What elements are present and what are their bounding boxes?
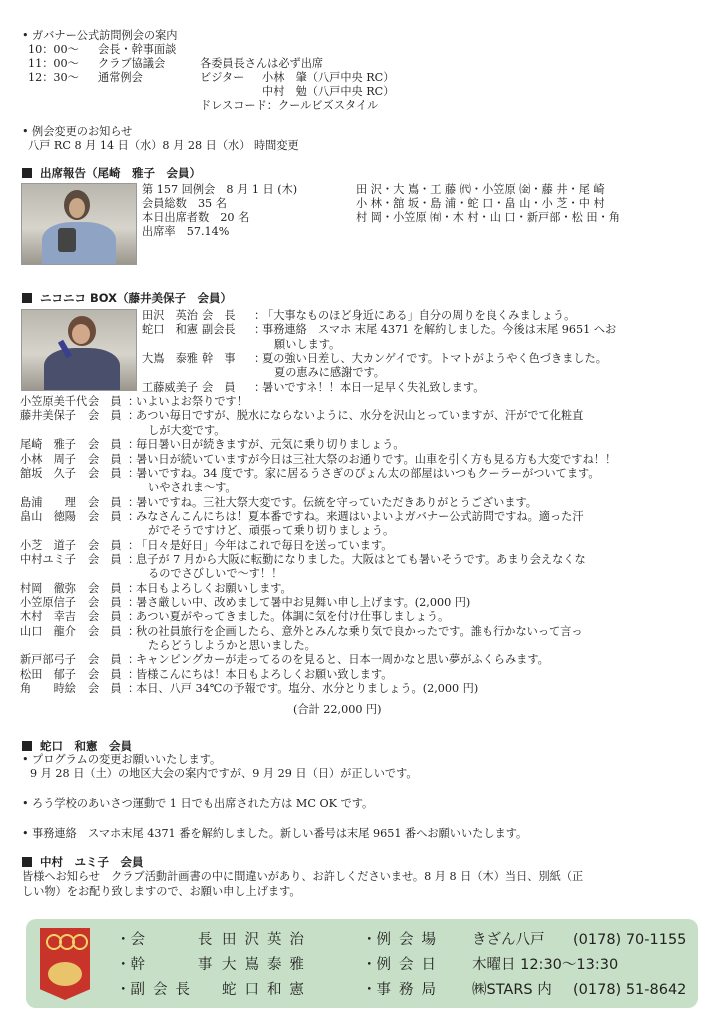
member-message: 息子が 7 月から大阪に転勤になりました。大阪はとても暑いそうです。あまり会えなくな	[136, 552, 586, 566]
member-role: 会 員	[88, 653, 122, 667]
attendance-present: 本日出席者数 20 名	[142, 211, 250, 224]
member-role: 会 長	[202, 309, 236, 322]
member-role: 会 員	[88, 509, 122, 523]
member-name: 島浦 理	[20, 495, 76, 509]
member-message: 「日々是好日」今年はこれで毎日を送っています。	[136, 538, 393, 552]
jaguchi-item-title: • ろう学校のあいさつ運動で 1 日でも出席された方は MC OK です。	[22, 797, 374, 810]
jaguchi-item-detail: 9 月 28 日（土）の地区大会の案内ですが、9 月 29 日（日）が正しいです。	[30, 767, 418, 780]
member-message: たらどうしようかと思いました。	[148, 639, 316, 653]
separator: ：	[128, 438, 140, 452]
member-role: 会 員	[88, 610, 122, 624]
schedule-change-title: • 例会変更のお知らせ	[22, 125, 133, 138]
separator: ：	[128, 538, 140, 552]
separator: ：	[128, 552, 140, 566]
separator: ：	[128, 610, 140, 624]
square-bullet-icon	[22, 857, 32, 867]
member-name: 小芝 道子	[20, 538, 76, 552]
separator: ：	[128, 466, 140, 480]
attendee-names: 田 沢・大 嶌・工 藤 ㈹・小笠原 ㈮・藤 井・尾 崎	[356, 183, 605, 196]
member-name: 小笠原美千代	[20, 395, 88, 409]
officer-role: 幹 事	[130, 957, 221, 973]
member-message: 暑いですネ！！本日一足早く失礼致します。	[262, 380, 485, 394]
member-role: 会 員	[88, 682, 122, 696]
separator: ：	[128, 596, 140, 609]
member-message: あつい毎日ですが、脱水にならないように、水分を沢山とっていますが、汗がでて化粧直	[136, 409, 584, 423]
member-role: 会 員	[88, 395, 122, 409]
member-name: 畠山 徳陽	[20, 509, 76, 523]
member-name: 中村ユミ子	[20, 552, 76, 566]
member-role: 会 員	[88, 581, 122, 595]
attendance-meeting: 第 157 回例会 8 月 1 日 (木)	[142, 183, 298, 196]
schedule-event: クラブ協議会	[98, 57, 166, 70]
member-message: 暑いですね。三社大祭大変です。伝統を守っていただきありがとうございます。	[136, 495, 537, 509]
member-message: 皆様こんにちは！本日もよろしくお願い致します。	[136, 667, 393, 681]
member-name: 木村 幸吉	[20, 610, 76, 624]
member-name: 蛇口 和憲	[142, 323, 198, 337]
schedule-time: 11：00～	[28, 57, 79, 70]
member-role: 会 員	[88, 495, 122, 509]
attendance-rate: 出席率 57.14%	[142, 225, 230, 238]
separator: ：	[128, 409, 140, 423]
member-message: 夏の恵みに感謝です。	[274, 366, 385, 380]
visitor-name: 中村 勉（八戸中央 RC）	[262, 85, 395, 98]
member-message: 夏の強い日差し、大カンゲイです。トマトがようやく色づきました。	[262, 352, 607, 366]
schedule-event: 通常例会	[98, 71, 143, 84]
separator: ：	[254, 323, 266, 337]
member-name: 小林 周子	[20, 452, 76, 466]
visitor-label: ビジター	[200, 71, 245, 84]
separator: ：	[254, 352, 266, 366]
member-role: 会 員	[88, 452, 122, 466]
member-role: 会 員	[88, 538, 122, 552]
nikoniko-heading: ニコニコ BOX（藤井美保子 会員）	[22, 291, 232, 306]
governor-visit-title: • ガバナー公式訪問例会の案内	[22, 29, 178, 42]
separator: ：	[128, 624, 140, 638]
schedule-time: 12：30～	[28, 71, 79, 84]
member-message: 秋の社員旅行を企画したら、意外とみんな乗り気で良かったです。誰も行かないって言っ	[136, 624, 583, 638]
member-message: キャンピングカーが走ってるのを見ると、日本一周かなと思い夢がふくらみます。	[136, 653, 549, 667]
member-role: 会 員	[88, 466, 122, 480]
member-message: るのでさびしいで～す！！	[148, 567, 283, 581]
info-phone: (0178) 70-1155	[573, 932, 687, 948]
separator: ：	[128, 395, 140, 409]
schedule-change-detail: 八戸 RC 8 月 14 日（水）8 月 28 日（水） 時間変更	[28, 139, 299, 152]
separator: ：	[254, 309, 266, 322]
schedule-time: 10：00～	[28, 43, 79, 56]
reporter-photo	[21, 183, 137, 265]
square-bullet-icon	[22, 741, 32, 751]
member-message: いよいよお祭りです！	[136, 395, 248, 409]
member-name: 村岡 徹弥	[20, 581, 76, 595]
nakamura-text: 皆様へお知らせ クラブ活動計画書の中に間違いがあり、お許しくださいませ。8 月 8 日（木）当日、別紙（正	[22, 870, 584, 883]
member-message: 毎日暑い日が続きますが、元気に乗り切りましょう。	[136, 438, 405, 452]
member-message: 本日もよろしくお願いします。	[136, 581, 292, 595]
officer-name: 田沢英治	[222, 932, 312, 948]
separator: ：	[128, 653, 140, 667]
info-value: ㈱STARS 内	[472, 982, 552, 998]
schedule-event: 会長・幹事面談	[98, 43, 177, 56]
member-message: 暑いですね。34 度です。家に居るうさぎのぴょん太の部屋はいつもクーラーがついてます。	[136, 466, 600, 480]
schedule-note: 各委員長さんは必ず出席	[200, 57, 324, 70]
separator: ：	[128, 452, 140, 466]
member-message: 本日、八戸 34℃の予報です。塩分、水分とりましょう。(2,000 円)	[136, 682, 479, 696]
member-message: しが大変です。	[148, 423, 226, 437]
member-message: 暑さ厳しい中、改めまして暑中お見舞い申し上げます。(2,000 円)	[136, 596, 471, 609]
info-value: 木曜日 12:30～13:30	[472, 957, 619, 973]
jaguchi-item-title: • 事務連絡 スマホ末尾 4371 番を解約しました。新しい番号は末尾 9651 番へお願いいたします。	[22, 827, 528, 840]
member-message: いやされま～す。	[148, 481, 237, 495]
member-role: 会 員	[88, 667, 122, 681]
member-role: 副会長	[202, 323, 236, 337]
separator: ：	[128, 682, 140, 696]
member-name: 尾崎 雅子	[20, 438, 76, 452]
officer-name: 蛇口和憲	[222, 982, 312, 998]
member-name: 山口 龍介	[20, 624, 76, 638]
member-name: 田沢 英治	[142, 309, 198, 322]
attendee-names: 村 岡・小笠原 ㈲・木 村・山 口・新戸部・松 田・角	[356, 211, 620, 224]
member-role: 会 員	[88, 409, 122, 423]
member-message: あつい夏がやってきました。体調に気を付け仕事しましょう。	[136, 610, 450, 624]
member-name: 角 時絵	[20, 682, 76, 696]
separator: ：	[254, 380, 266, 394]
separator: ：	[128, 495, 140, 509]
member-message: 暑い日が続いていますが今日は三社大祭のお通りです。山車を引く方も見る方も大変ですね！！	[136, 452, 617, 466]
separator: ：	[128, 667, 140, 681]
dress-code: ドレスコード：クールビズスタイル	[200, 99, 379, 112]
member-message: 「大事なものほど身近にある」自分の周りを良くみましょう。	[262, 309, 576, 322]
jaguchi-item-title: • プログラムの変更お願いいたします。	[22, 753, 222, 766]
officer-role: 副会長	[130, 982, 198, 998]
member-role: 会 員	[202, 380, 236, 394]
info-label: 例会場	[376, 932, 444, 948]
nakamura-text: しい物）をお配り致しますので、お願い申し上げます。	[22, 885, 301, 898]
club-banner-icon	[40, 928, 90, 1000]
member-role: 会 員	[88, 596, 122, 609]
member-message: がでそうですけど、頑張って乗り切りましょう。	[148, 524, 395, 538]
member-name: 松田 郁子	[20, 667, 76, 681]
info-value: きざん八戸	[472, 932, 545, 948]
attendee-names: 小 林・舘 坂・島 浦・蛇 口・畠 山・小 芝・中 村	[356, 197, 605, 210]
attendance-total: 会員総数 35 名	[142, 197, 227, 210]
nakamura-heading: 中村 ユミ子 会員	[22, 855, 144, 870]
member-role: 会 員	[88, 438, 122, 452]
visitor-name: 小林 肇（八戸中央 RC）	[262, 71, 395, 84]
info-phone: (0178) 51-8642	[573, 982, 687, 998]
nikoniko-total: (合計 22,000 円)	[293, 703, 382, 716]
member-name: 藤井美保子	[20, 409, 76, 423]
member-message: 事務連絡 スマホ 末尾 4371 を解約しました。今後は末尾 9651 へお	[262, 323, 617, 337]
member-name: 舘坂 久子	[20, 466, 76, 480]
member-name: 新戸部弓子	[20, 653, 76, 667]
treasurer-photo	[21, 309, 137, 391]
officer-role: 会 長	[130, 932, 221, 948]
info-label: 事務局	[376, 982, 444, 998]
info-label: 例会日	[376, 957, 444, 973]
member-name: 工藤威美子	[142, 380, 198, 394]
separator: ：	[128, 509, 140, 523]
club-info-footer: ・会 長 田沢英治 ・幹 事 大嶌泰雅 ・副会長 蛇口和憲 ・例会場 きざん八戸 (0178) 70-1155 ・例会日 木曜日 12:30～13:30 ・事務局 ㈱STARS 内 (0178) 51-8642	[26, 919, 698, 1008]
attendance-heading: 出席報告（尾崎 雅子 会員）	[22, 166, 201, 181]
square-bullet-icon	[22, 293, 32, 303]
member-message: 願いします。	[274, 337, 341, 351]
member-name: 小笠原信子	[20, 596, 76, 609]
member-role: 会 員	[88, 552, 122, 566]
member-message: みなさんこんにちは！夏本番ですね。来週はいよいよガバナー公式訪問ですね。適った汗	[136, 509, 584, 523]
member-role: 幹 事	[202, 352, 236, 366]
square-bullet-icon	[22, 168, 32, 178]
officer-name: 大嶌泰雅	[222, 957, 312, 973]
jaguchi-heading: 蛇口 和憲 会員	[22, 739, 132, 754]
member-name: 大嶌 泰雅	[142, 352, 198, 366]
separator: ：	[128, 581, 140, 595]
member-role: 会 員	[88, 624, 122, 638]
